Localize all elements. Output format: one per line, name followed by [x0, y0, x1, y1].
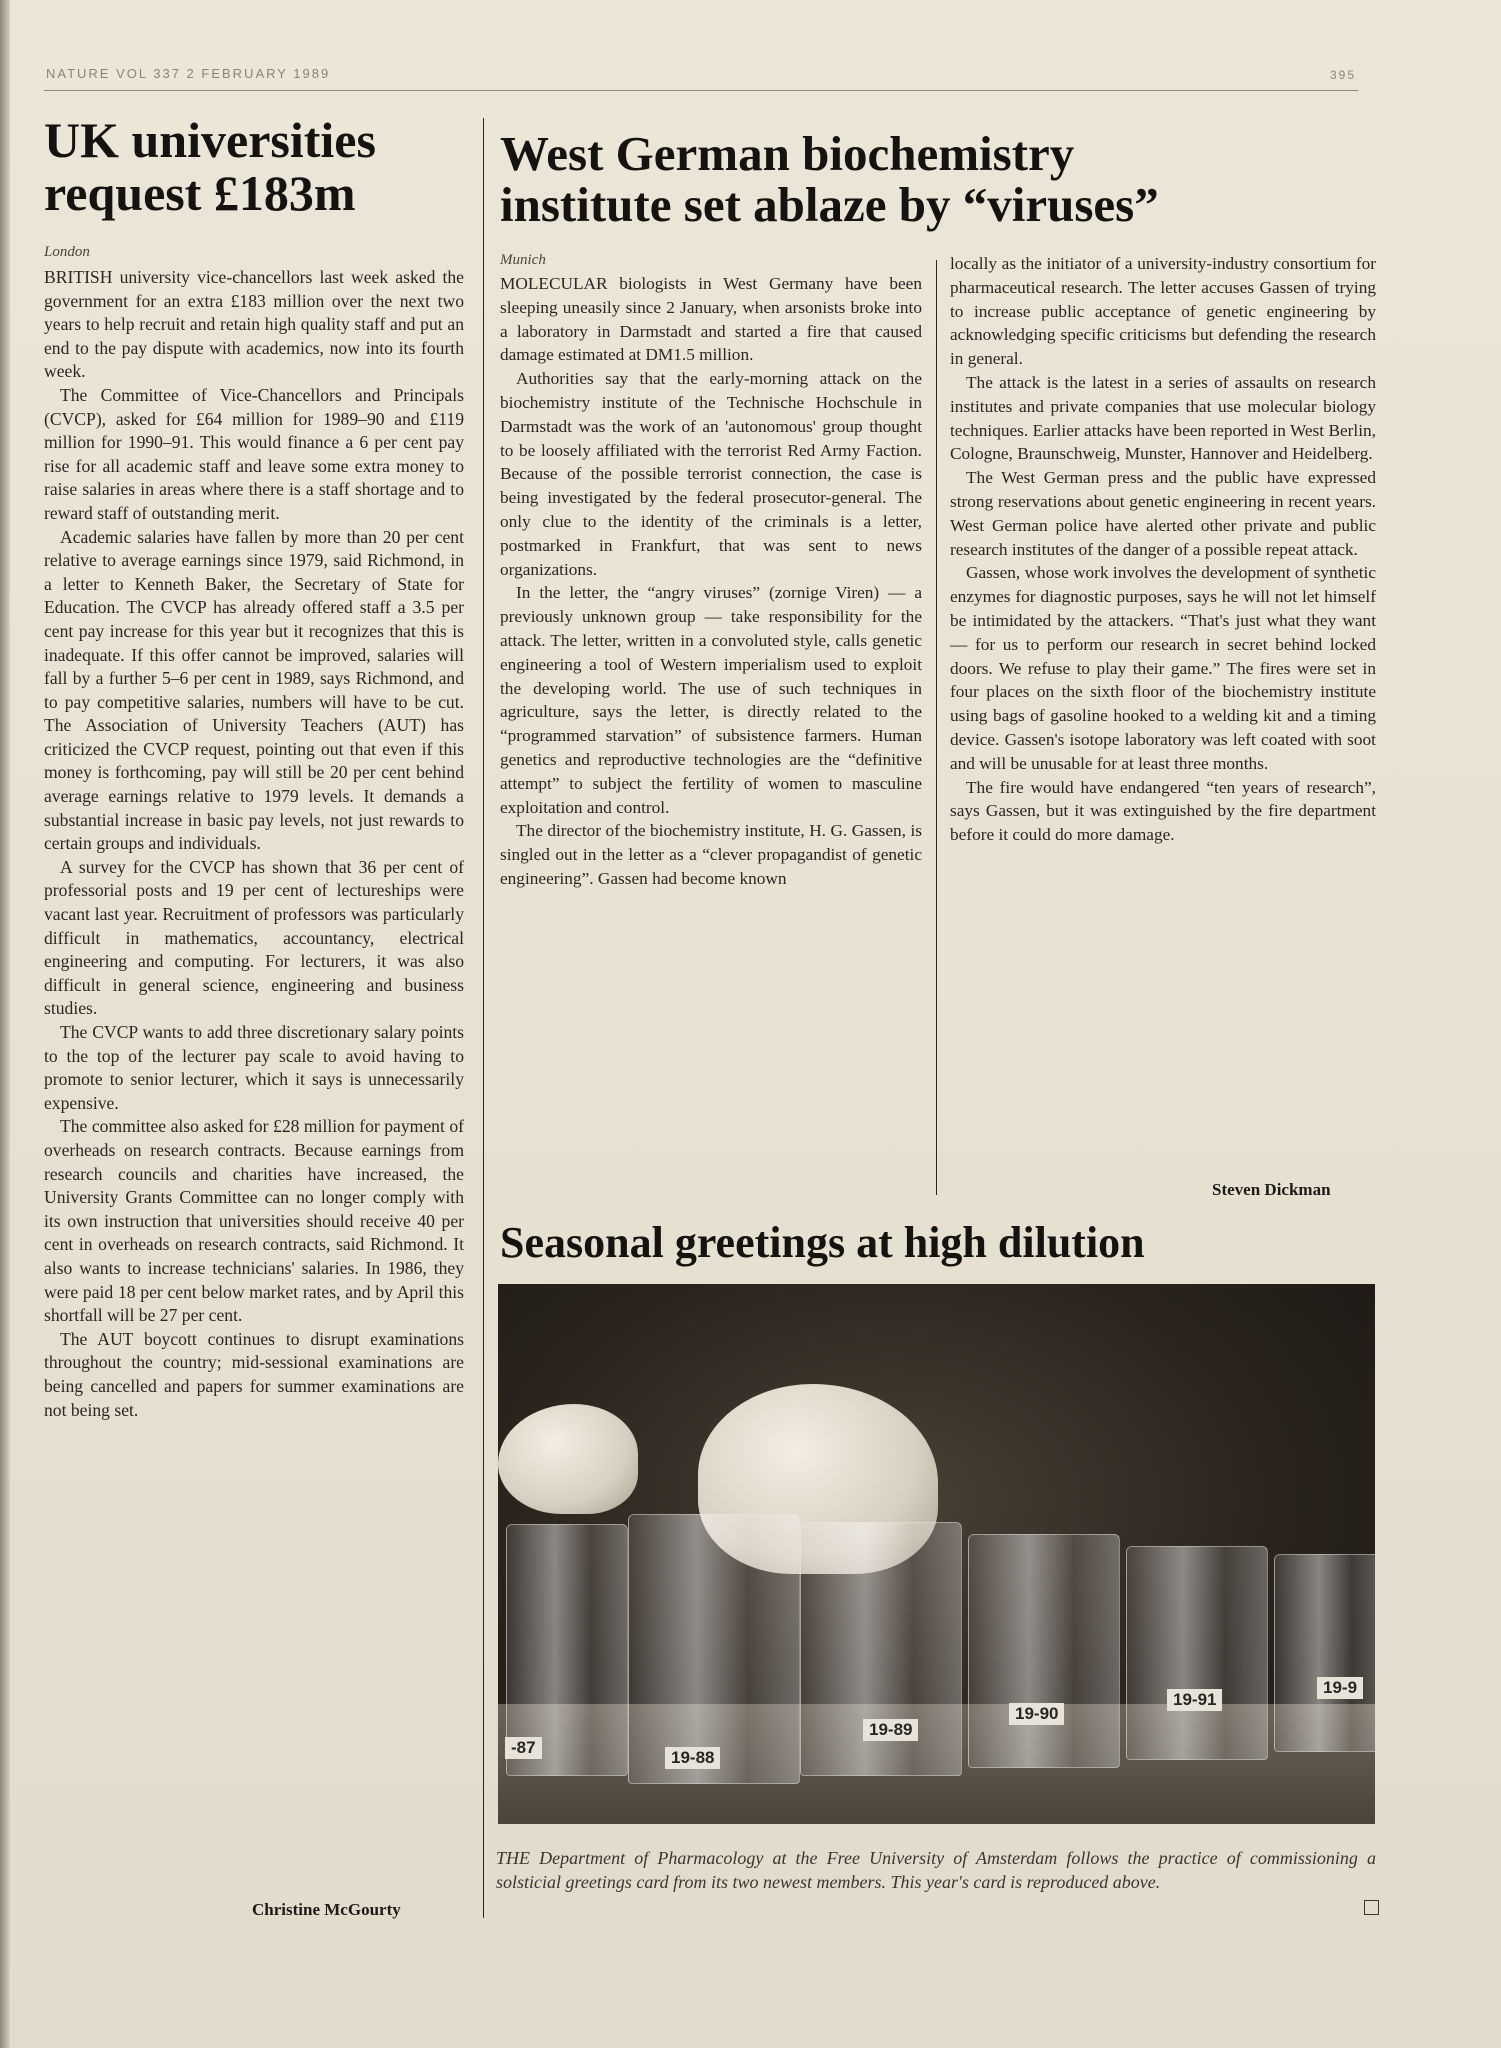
- jar-label-1987: -87: [505, 1737, 542, 1759]
- paragraph: The director of the biochemistry institute, H. G. Gassen, is singled out in the letter as a “clever propagandist of genetic engineering”. Gassen had become known: [500, 821, 922, 888]
- article2-dateline: Munich: [500, 252, 546, 268]
- jar-label-1992: 19-9: [1317, 1677, 1363, 1699]
- rat-left: [498, 1404, 638, 1514]
- paragraph: MOLECULAR biologists in West Germany have been sleeping uneasily since 2 January, when arsonists broke into a laboratory in Darmstadt and started a fire that caused damage estimated at DM1.5 million.: [500, 274, 922, 365]
- paragraph: A survey for the CVCP has shown that 36 per cent of professorial posts and 19 per cent of lectureships were vacant last year. Recruitment of professors was particularly difficult in mathematics, accountancy, electrical engineering and computing. For lecturers, it was also difficult in general science, engineering and business studies.: [44, 856, 464, 1019]
- article2-headline: [500, 128, 1370, 231]
- article1-body: [44, 266, 464, 1422]
- page-gutter: [0, 0, 10, 2048]
- column-rule-left: [483, 118, 484, 1918]
- jar-1992: [1274, 1554, 1375, 1752]
- paragraph: locally as the initiator of a university-industry consortium for pharmaceutical research. The letter accuses Gassen of trying to increase public acceptance of genetic engineering by acknowledging specific criticisms but defending the research in general.: [950, 254, 1376, 369]
- jar-1987: [506, 1524, 628, 1776]
- paragraph: The CVCP wants to add three discretionary salary points to the top of the lecturer pay scale to avoid having to promote to senior lecturer, which it says is unnecessarily expensive.: [44, 1022, 464, 1113]
- paragraph: The fire would have endangered “ten years of research”, says Gassen, but it was extinguished by the fire department before it could do more damage.: [950, 777, 1376, 845]
- jar-label-1991: 19-91: [1167, 1689, 1222, 1711]
- article1-headline-line1: UK universities: [44, 112, 376, 168]
- article1-dateline: London: [44, 244, 90, 260]
- jar-1989: [800, 1522, 962, 1776]
- end-mark: [1364, 1900, 1379, 1915]
- header-rule: [44, 90, 1358, 91]
- jar-label-1989: 19-89: [863, 1719, 918, 1741]
- paragraph: Academic salaries have fallen by more than 20 per cent relative to average earnings since 1979, said Richmond, in a letter to Kenneth Baker, the Secretary of State for Education. The CVCP has already offered staff a 3.5 per cent pay increase for this year but it recognizes that this is inadequate. If this offer cannot be improved, salaries will fall by a further 5–6 per cent in 1989, says Richmond, and to pay competitive salaries, numbers will have to be cut. The Association of University Teachers (AUT) has criticized the CVCP request, pointing out that even if this money is forthcoming, pay will still be 20 per cent behind average earnings relative to 1979 levels. It demands a substantial increase in basic pay levels, not just rewards to certain groups and individuals.: [44, 526, 464, 854]
- article2-headline-line2: institute set ablaze by “viruses”: [500, 177, 1159, 233]
- paragraph: The attack is the latest in a series of assaults on research institutes and private companies that use molecular biology techniques. Earlier attacks have been reported in West Berlin, Cologne, Braunschweig, Munster, Hannover and Heidelberg.: [950, 372, 1376, 464]
- jar-label-1990: 19-90: [1009, 1703, 1064, 1725]
- running-head-text: NATURE VOL 337 2 FEBRUARY 1989: [46, 66, 331, 81]
- photo-caption: THE Department of Pharmacology at the Free University of Amsterdam follows the practice of commissioning a solsticial greetings card from its two newest members. This year's card is reproduced above.: [496, 1848, 1376, 1892]
- photo-rats-and-jars: [498, 1284, 1375, 1824]
- article2-body-col2: [950, 252, 1376, 847]
- paragraph: The committee also asked for £28 million for payment of overheads on research contracts. Because earnings from research councils and charities have increased, the University Grants Committee can no longer comply with its own instruction that universities should receive 40 per cent in overheads on research contracts, said Richmond. It also wants to increase technicians' salaries. In 1986, they were paid 18 per cent below market rates, and by April this shortfall will be 27 per cent.: [44, 1116, 464, 1326]
- article2-headline-line1: West German biochemistry: [500, 126, 1075, 181]
- article1-headline-line2: request £183m: [44, 164, 356, 221]
- article2-byline: Steven Dickman: [1212, 1180, 1331, 1199]
- page-number: 395: [1329, 68, 1356, 82]
- paragraph: In the letter, the “angry viruses” (zornige Viren) — a previously unknown group — take responsibility for the attack. The letter, written in a convoluted style, calls genetic engineering a tool of Western imperialism used to exploit the developing world. The use of such techniques in agriculture, says the letter, is directly related to the “programmed starvation” of subsistence farmers. Human genetics and reproductive technologies are the “definitive attempt” to subject the fertility of women to masculine exploitation and control.: [500, 583, 922, 817]
- paragraph: Authorities say that the early-morning attack on the biochemistry institute of the Technische Hochschule in Darmstadt was the work of an 'autonomous' group thought to be loosely affiliated with the terrorist Red Army Faction. Because of the possible terrorist connection, the case is being investigated by the federal prosecutor-general. The only clue to the identity of the criminals is a letter, postmarked in Frankfurt, that was sent to news organizations.: [500, 369, 922, 579]
- paragraph: The Committee of Vice-Chancellors and Principals (CVCP), asked for £64 million for 1989–90 and £119 million for 1990–91. This would finance a 6 per cent pay rise for all academic staff and leave some extra money to raise salaries in areas where there is a staff shortage and to reward staff of outstanding merit.: [44, 384, 464, 523]
- jar-1991: [1126, 1546, 1268, 1760]
- article2-body-col1: [500, 272, 922, 891]
- paragraph: The West German press and the public have expressed strong reservations about genetic engineering in recent years. West German police have alerted other private and public research institutes of the danger of a possible repeat attack.: [950, 468, 1376, 559]
- paragraph: BRITISH university vice-chancellors last week asked the government for an extra £183 million over the next two years to help recruit and retain high quality staff and put an end to the pay dispute with academics, now into its fourth week.: [44, 267, 464, 382]
- paragraph: Gassen, whose work involves the development of synthetic enzymes for diagnostic purposes, says he will not let himself be intimidated by the attackers. “That's just what they want — for us to perform our research in secret behind locked doors. We refuse to play their game.” The fires were set in four places on the sixth floor of the biochemistry institute using bags of gasoline hooked to a welding kit and a timing device. Gassen's isotope laboratory was left coated with soot and will be unusable for at least three months.: [950, 563, 1376, 773]
- article3-headline: Seasonal greetings at high dilution: [500, 1218, 1145, 1267]
- jar-1990: [968, 1534, 1120, 1768]
- article1-headline: [44, 114, 474, 219]
- jar-1988: [628, 1514, 800, 1784]
- jar-label-1988: 19-88: [665, 1747, 720, 1769]
- paragraph: The AUT boycott continues to disrupt examinations throughout the country; mid-sessional examinations are being cancelled and papers for summer examinations are not being set.: [44, 1328, 464, 1420]
- article1-byline: Christine McGourty: [252, 1900, 401, 1919]
- running-head: [46, 66, 1356, 88]
- column-rule-right: [936, 260, 937, 1195]
